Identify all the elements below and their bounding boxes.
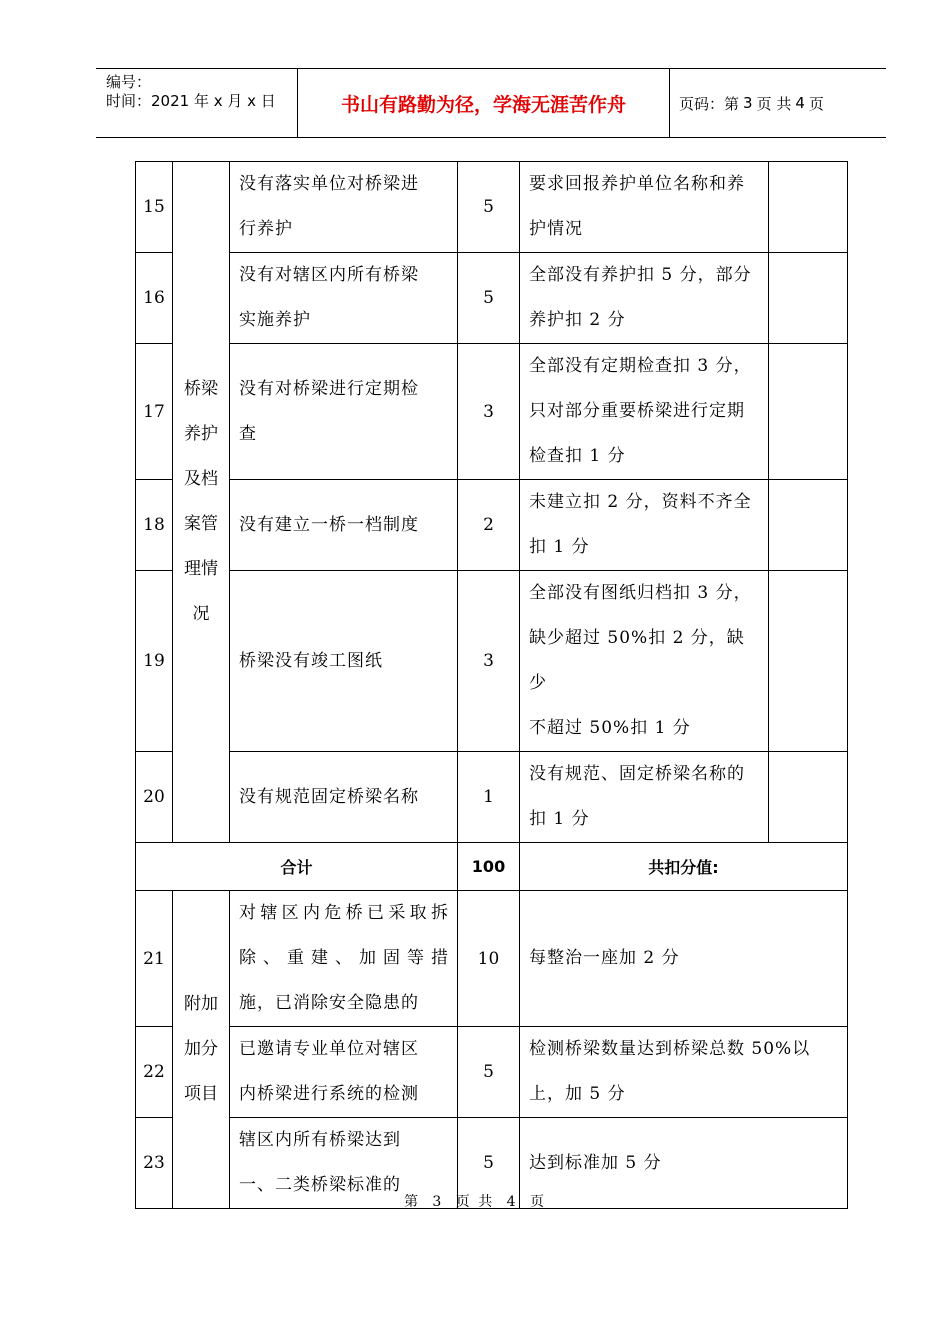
rule-line: 未建立扣 2 分，资料不齐全: [529, 492, 752, 512]
row-number: 18: [136, 480, 173, 571]
category-line: 加分: [184, 1039, 218, 1059]
footer-prefix: 第: [403, 1194, 420, 1210]
rule-line: 养护扣 2 分: [529, 310, 626, 330]
table-row: [136, 253, 848, 344]
page-prefix: 页码：第: [679, 94, 740, 113]
item-score: 3: [458, 571, 520, 752]
row-number: 16: [136, 253, 173, 344]
item-line: 对辖区内危桥已采取拆: [239, 903, 449, 923]
rule-line: 检查扣 1 分: [529, 446, 626, 466]
item-score: 10: [458, 891, 520, 1027]
item-description: [230, 253, 458, 344]
rule-line: 全部没有定期检查扣 3 分，: [529, 356, 752, 376]
table-row: [136, 571, 848, 752]
row-number: 17: [136, 344, 173, 480]
total-label: 合计: [136, 843, 458, 891]
total-score: 100: [458, 843, 520, 891]
item-line: 没有规范固定桥梁名称: [239, 786, 419, 807]
page-current: 3: [743, 94, 753, 112]
scoring-rule: [520, 571, 769, 752]
item-line: 没有对辖区内所有桥梁: [239, 265, 419, 285]
rule-line: 全部没有养护扣 5 分，部分: [529, 265, 752, 285]
category-line: 养护: [184, 424, 218, 444]
page-footer: [0, 1191, 950, 1211]
item-line: 行养护: [239, 219, 293, 239]
scoring-rule: [520, 1027, 848, 1118]
rule-line: 护情况: [529, 219, 583, 239]
scoring-rule: [520, 162, 769, 253]
category-line: 况: [192, 604, 210, 624]
deduction-cell[interactable]: [769, 752, 848, 843]
item-description: [230, 571, 458, 752]
item-line: 施，已消除安全隐患的: [239, 993, 419, 1013]
header-page-number: [679, 69, 828, 137]
row-number: 15: [136, 162, 173, 253]
footer-suffix: 页: [530, 1194, 547, 1210]
item-line: 没有对桥梁进行定期检: [239, 378, 419, 399]
item-score: 2: [458, 480, 520, 571]
category-bonus-items: [173, 891, 230, 1209]
item-score: 5: [458, 1027, 520, 1118]
rule-line: 上，加 5 分: [529, 1084, 626, 1104]
table-row: [136, 480, 848, 571]
header-motto: 书山有路勤为径，学海无涯苦作舟: [340, 93, 626, 116]
table-row: [136, 1027, 848, 1118]
row-number: 21: [136, 891, 173, 1027]
category-line: 案管: [184, 514, 218, 534]
category-line: 理情: [184, 559, 218, 579]
page-mid: 页 共: [756, 94, 792, 113]
total-row: [136, 843, 848, 891]
scoring-rule: [520, 480, 769, 571]
header-divider: [669, 69, 670, 137]
table-row: [136, 752, 848, 843]
time-label: 时间：2021 年 x 月 x 日: [106, 92, 276, 110]
item-line: 已邀请专业单位对辖区: [239, 1039, 419, 1059]
rule-line: 达到标准加 5 分: [529, 1152, 662, 1173]
item-description: [230, 1027, 458, 1118]
rule-line: 只对部分重要桥梁进行定期: [529, 401, 745, 421]
table-row: [136, 344, 848, 480]
rule-line: 不超过 50%扣 1 分: [529, 718, 691, 738]
item-score: 5: [458, 1118, 520, 1209]
item-description: [230, 344, 458, 480]
rule-line: 扣 1 分: [529, 537, 590, 557]
row-number: 23: [136, 1118, 173, 1209]
item-line: 辖区内所有桥梁达到: [239, 1130, 401, 1150]
page-total: 4: [795, 94, 805, 112]
total-deduction[interactable]: 共扣分值:: [520, 843, 848, 891]
item-line: 除、重建、加固等措: [239, 948, 449, 968]
item-description: [230, 752, 458, 843]
item-line: 没有落实单位对桥梁进: [239, 174, 419, 194]
rule-line: 扣 1 分: [529, 809, 590, 829]
item-line: 桥梁没有竣工图纸: [239, 650, 383, 671]
rule-line: 全部没有图纸归档扣 3 分，: [529, 583, 752, 603]
page-suffix: 页: [808, 94, 824, 113]
scoring-rule: [520, 253, 769, 344]
category-bridge-maintenance: [173, 162, 230, 843]
footer-mid: 页 共: [455, 1194, 495, 1210]
item-line: 内桥梁进行系统的检测: [239, 1084, 419, 1104]
category-line: 项目: [184, 1084, 218, 1104]
item-description: [230, 162, 458, 253]
rule-line: 没有规范、固定桥梁名称的: [529, 764, 745, 784]
deduction-cell[interactable]: [769, 253, 848, 344]
item-line: 没有建立一桥一档制度: [239, 514, 419, 535]
page-header: [96, 68, 886, 138]
row-number: 22: [136, 1027, 173, 1118]
item-line: 实施养护: [239, 310, 311, 330]
item-score: 5: [458, 162, 520, 253]
item-line: 查: [239, 423, 257, 444]
item-score: 5: [458, 253, 520, 344]
rule-line: 检测桥梁数量达到桥梁总数 50%以: [529, 1039, 811, 1059]
rule-line: 每整治一座加 2 分: [529, 948, 680, 968]
rule-line: 缺少超过 50%扣 2 分，缺少: [529, 628, 745, 693]
footer-current: 3: [432, 1194, 444, 1210]
item-description: [230, 891, 458, 1027]
deduction-cell[interactable]: [769, 344, 848, 480]
scoring-rule: [520, 891, 848, 1027]
rule-line: 要求回报养护单位名称和养: [529, 174, 745, 194]
scoring-table: [135, 161, 848, 1209]
row-number: 19: [136, 571, 173, 752]
category-line: 及档: [184, 469, 218, 489]
deduction-cell[interactable]: [769, 480, 848, 571]
item-score: 3: [458, 344, 520, 480]
item-description: [230, 480, 458, 571]
row-number: 20: [136, 752, 173, 843]
scoring-rule: [520, 344, 769, 480]
item-score: 1: [458, 752, 520, 843]
footer-total: 4: [506, 1194, 518, 1210]
table-row: [136, 891, 848, 1027]
scoring-rule: [520, 752, 769, 843]
serial-label: 编号：: [106, 73, 152, 91]
deduction-cell[interactable]: [769, 162, 848, 253]
header-meta: [106, 73, 276, 111]
category-line: 附加: [184, 994, 218, 1014]
deduction-cell[interactable]: [769, 571, 848, 752]
item-line: 一、二类桥梁标准的: [239, 1175, 401, 1195]
table-row: [136, 162, 848, 253]
category-line: 桥梁: [184, 379, 218, 399]
